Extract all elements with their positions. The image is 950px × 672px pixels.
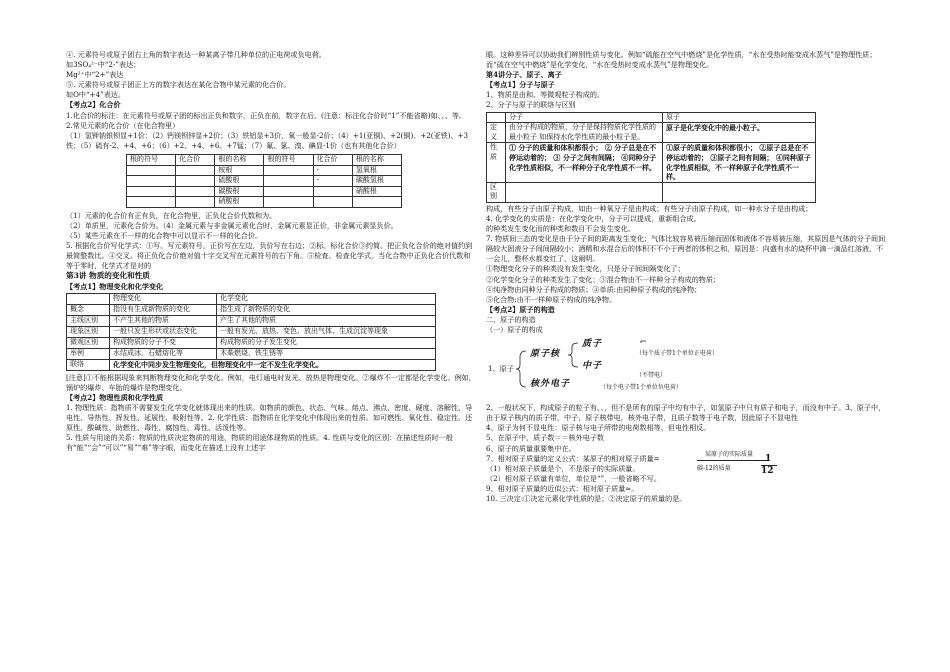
atom-label: 1、原子 <box>488 364 514 374</box>
table-header <box>67 293 110 304</box>
table-cell <box>176 165 215 176</box>
table-cell: 定义 <box>487 123 506 143</box>
table-cell: 由分子构成的物质，分子是保持物质化学性质的最小粒子 如保持水化学性质的最小粒子是。 <box>506 123 663 143</box>
text-line: 二、原子的构造 <box>486 314 536 324</box>
text-paragraph: 5. 根据化合价写化学式：①写。写元素符号，正价写在左边，负价写在右边；②标。标化合价③约简。把正负化合价的绝对值约到最简整数比。④交叉。将正负化合价绝对值十字交叉写在元素符号的右下角。⑤检查。检查化学式，当化合物中正负化合价代数和等于零时，化学式才是对的 <box>66 241 473 271</box>
text-line: 7、相对原子质量的定义公式：某原子的相对原子质量= <box>486 453 660 463</box>
table-header: 根的名称 <box>215 154 264 165</box>
table-cell: - <box>313 165 352 176</box>
left-column <box>66 50 476 453</box>
table-cell: 碳酸根 <box>215 186 264 197</box>
table-cell <box>176 176 215 187</box>
table-cell: 联络 <box>67 359 110 370</box>
diagram-braces <box>486 337 886 401</box>
text-line: 4、原子为何不显电性：原子核与电子所带的电荷数相等，但电性相反。 <box>486 423 711 433</box>
text-line: 1、物质是由和、等微观粒子构成的。 <box>486 90 605 100</box>
table-cell: 原子是化学变化中的最小粒子。 <box>663 123 816 143</box>
text-line: 4. 化学变化的实质是：在化学变化中，分子可以提成，重新组合成。 <box>486 214 701 223</box>
table-cell: 硝酸根 <box>352 186 401 197</box>
table-row <box>67 359 436 370</box>
table-cell: 构成物质的分子发生变化 <box>217 337 436 348</box>
table-cell <box>264 165 313 176</box>
text-line: （1）相对原子质量是个，不是原子的实际质量。 <box>486 463 640 473</box>
neutron-note: （不带电） <box>636 372 667 380</box>
text-line: ④纯净物由同种分子构成的物质；④单质:由同种原子构成的纯净物； <box>486 284 702 294</box>
table-cell: 硫酸根 <box>215 176 264 187</box>
table-cell <box>176 197 215 208</box>
section-heading: 【考点1】分子与原子 <box>486 80 555 90</box>
table-cell: 碳酸氢根 <box>352 176 401 187</box>
table-row <box>67 315 436 326</box>
text-line: ⑤化合物:由不一样种原子构成的纯净物。 <box>486 294 617 304</box>
table-row <box>127 186 402 197</box>
text-line: 6、原子的质量重要集中在。 <box>486 443 576 453</box>
text-line: ⑤. 元素符号或原子团正上方的数字表达在某化合物中某元素的化合价。 <box>66 80 291 90</box>
table-row <box>67 304 436 315</box>
electron-note: （每个电子带1个单位负电荷） <box>600 384 682 392</box>
text-line: （5）某些元素在不一样的化合物中可以显示不一样的化合价。 <box>66 231 263 241</box>
table-cell: 木柴燃烧，铁生锈等 <box>217 348 436 359</box>
table-cell: 构成物质的分子不变 <box>110 337 217 348</box>
table-row <box>67 348 436 359</box>
table-cell <box>127 176 176 187</box>
text-paragraph: 7. 物质间三态的变化是由于分子间的距离发生变化；气体比较容易被压缩而固体和液体不容易被压缩，其原因是气体的分子间间隔较大固液分子间间隔较小；酒精和水混合后的体积不不小于两者的体积之和，原因是：向盛有水的烧杯中滴一滴品红溶液，不一会儿，整杯水都变红了，这阐明。 <box>486 234 886 264</box>
table-header: 原子 <box>663 112 816 123</box>
table-cell: 区别 <box>487 182 506 202</box>
section-heading: 【考点2】化合价 <box>66 100 121 110</box>
text-paragraph: 2、一般状况下，构成原子的粒子有、、，但不是所有的原子中均有中子，如氢原子中只有质子和电子，而没有中子。3、原子中，由于原子核内的质子带，中子，原子核带电，核外电子带，且质子数等于电子数，因此原子不显电性 <box>486 403 886 423</box>
text-line: ②化学变化分子的种类发生了变化；③混合物由不一样种分子构成的物质； <box>486 274 721 284</box>
table-header: 根的名称 <box>352 154 401 165</box>
table-header: 物理变化 <box>110 293 217 304</box>
table-cell <box>176 186 215 197</box>
table-header: 根的符号 <box>264 154 313 165</box>
formula-denominator: 碳-12的质量 <box>697 464 731 472</box>
table-cell <box>264 197 313 208</box>
text-line: （2）单质里，元素化合价为。（4）金属元素与非金属元素化合时，金属元素显正价，非金属元素显负价。 <box>66 221 398 230</box>
section-heading: 【考点2】物理性质和化学性质 <box>66 392 164 402</box>
table-cell: - <box>313 176 352 187</box>
table-cell: 铵根 <box>215 165 264 176</box>
text-paragraph: [注意]①不能根据现象来判断物理变化和化学变化。例如，电灯通电时发光、放热是物理变化。②爆炸不一定都是化学变化。例如，锅炉的爆炸、车胎的爆炸是物理变化。 <box>66 372 476 392</box>
table-cell: 性质 <box>487 143 506 182</box>
table-cell: ① 分子的质量和体积都很小； ② 分子总是在不停运动着的； ③ 分子之间有间隔； ④同种分子化学性质相似，不一样种分子化学性质不一样。 <box>506 143 663 182</box>
table-cell: 指没有生成新物质的变化 <box>110 304 217 315</box>
table-cell <box>663 182 816 202</box>
table-cell <box>127 197 176 208</box>
neutron-label: 中子 <box>582 361 603 372</box>
text-paragraph: 1.化合价的标注：在元素符号或原子团的标出正负和数字，正负在前，数字在后。(注意：标注化合价时“1”不能省略)如、、、等。 <box>66 110 467 120</box>
text-line: 如O中“+4”表达。 <box>66 90 125 100</box>
text-line: ④. 元素符号或原子团右上角的数字表达一种某离子带几种单位的正电荷或负电荷。 <box>66 50 326 59</box>
formula-numerator: 某原子的实际质量 <box>705 450 754 458</box>
table-cell: 指生成了新物质的变化 <box>217 304 436 315</box>
table-cell <box>127 165 176 176</box>
table-cell <box>506 182 663 202</box>
table-row <box>127 176 402 187</box>
proton-note: （每个质子带1个单位正电荷） <box>636 350 718 358</box>
table-cell: 化学变化中同步发生物理变化，但物理变化中一定不发生化学变化。 <box>110 359 436 370</box>
text-line: （1）元素的化合价有正有负，在化合物里，正负化合价代数和为。 <box>66 210 277 220</box>
table-cell: 主线区别 <box>67 315 110 326</box>
table-cell: 举例 <box>67 348 110 359</box>
table-header <box>487 112 506 123</box>
text-line: 2.常见元素的化合价（在化合物里） <box>66 120 180 130</box>
table-row <box>487 182 816 202</box>
table-cell: 现象区别 <box>67 326 110 337</box>
section-heading: 【考点1】物理变化和化学变化 <box>66 281 164 291</box>
text-paragraph: 眼。这种差异可以协助我们辨别性质与变化。例如“硫能在空气中燃烧”是化学性质，“水在受热时能变成水蒸气”是物理性质；而“硫在空气中燃烧”是化学变化，“水在受热时变成水蒸气”是物理变化。 <box>486 50 877 70</box>
text-line: （一）原子的构成 <box>486 325 543 335</box>
table-row <box>67 326 436 337</box>
fraction-numerator-value: 1 <box>765 453 772 464</box>
lecture-title: 第3讲 物质的变化和性质 <box>66 271 150 281</box>
table-cell: 微观区别 <box>67 337 110 348</box>
section-heading: 【考点2】原子的构造 <box>486 304 555 314</box>
text-line: Mg²⁺中“2+”表达 <box>66 70 124 80</box>
table-header: 化合价 <box>313 154 352 165</box>
nucleus-label: 原子核 <box>530 349 561 360</box>
table-cell <box>264 186 313 197</box>
table-cell <box>264 176 313 187</box>
table-cell <box>313 197 352 208</box>
table-cell: 一般只发生形状或状态变化 <box>110 326 217 337</box>
fraction-denominator-value: 12 <box>761 465 774 476</box>
table-cell: 产生了其他的物质 <box>217 315 436 326</box>
table-header: 化学变化 <box>217 293 436 304</box>
table-cell: 氢氧根 <box>352 165 401 176</box>
proton-label: 质子 <box>582 339 603 350</box>
text-line: （2）相对原子质量有单位，单位是“”，一般省略不写。 <box>486 473 661 483</box>
text-line: 5、在原子中，质子数＝＝核外电子数 <box>486 433 605 443</box>
table-header: 分子 <box>506 112 663 123</box>
table-cell <box>313 186 352 197</box>
text-paragraph: 5. 性质与用途的关系：物质的性质决定物质的用途，物质的用途体现物质的性质。4. 性质与变化的区别：在描述性质时一般有“能”“会”“可以”“易”“难”等字眼，而变化在描述上没有上述字 <box>66 433 453 453</box>
table-cell: 不产生其他的物质 <box>110 315 217 326</box>
table-row <box>487 123 816 143</box>
electron-label: 核外电子 <box>530 379 571 390</box>
change-comparison-table <box>66 293 436 371</box>
right-column <box>486 50 886 504</box>
table-header: 根的符号 <box>127 154 176 165</box>
table-cell <box>352 197 401 208</box>
table-cell: 一般有发光、放热、变色、放出气体、生成沉淀等现象 <box>217 326 436 337</box>
lecture-title: 第4讲分子、原子、离子 <box>486 70 562 80</box>
table-cell: ①原子的质量和体积都很小； ②原子总是在不停运动着的； ③原子之间有间隔； ④同种原子化学性质相似，不一样种原子化学性质不一样。 <box>663 143 816 182</box>
text-line: 的种类发生变化而的种类和数目不会发生变化。 <box>486 224 635 234</box>
text-line: ①物理变化分子的种类没有发生变化，只是分子间间隔变化了； <box>486 264 685 274</box>
table-header: 化合价 <box>176 154 215 165</box>
text-paragraph: 1. 物理性质：指物质不需要发生化学变化就体现出来的性质。如物质的颜色、状态、气味、熔点、沸点、密度、硬度、溶解性、导电性、导热性、挥发性、延展性、吸附性等。2. 化学性质：指物质在化学变化中体现出来的性质。如可燃性、氧化性、稳定性、还原性、酸碱性、助燃性、毒性、腐蚀性、毒性、活泼性等。 <box>66 402 473 433</box>
text-line: 2、分子与原子的联络与区别 <box>486 100 576 110</box>
table-row <box>487 143 816 182</box>
table-row <box>127 197 402 208</box>
text-line: 9、相对原子质量的近似公式：相对原子质量≈。 <box>486 483 639 493</box>
relative-mass-formula <box>693 450 823 490</box>
table-cell: 概念 <box>67 304 110 315</box>
table-row <box>67 337 436 348</box>
text-line: 如3SO₄²⁻中“2-”表达； <box>66 60 141 70</box>
table-row <box>127 165 402 176</box>
text-paragraph: （1）氢钾钠银钡显+1价：（2）钙镁钡锌显+2价；（3）铁铝显+3价，氧一般显-2价；（4）+1(亚铜)、+2(铜)、+2(亚铁)、+3铁；（5）硫有-2、+4、+6；（6）+2、+4、+6、+7锰；（7）氟、氯、溴、碘显-1价（也有其他化合价） <box>66 130 469 150</box>
valence-table <box>126 154 402 208</box>
text-line: 10. 三决定:①决定元素化学性质的是；②决定原子的质量的是。 <box>486 493 687 503</box>
text-line: 构成，有些分子由原子构成，如由一种氧分子是由构成；有些分子由原子构成，如一种水分子是由构成； <box>486 203 813 213</box>
table-cell: 硝酸根 <box>215 197 264 208</box>
molecule-atom-table <box>486 112 816 203</box>
atom-structure-diagram <box>486 337 886 401</box>
table-cell <box>127 186 176 197</box>
table-cell: 水结成冰，石蜡熔化等 <box>110 348 217 359</box>
fraction-bar <box>697 460 769 461</box>
